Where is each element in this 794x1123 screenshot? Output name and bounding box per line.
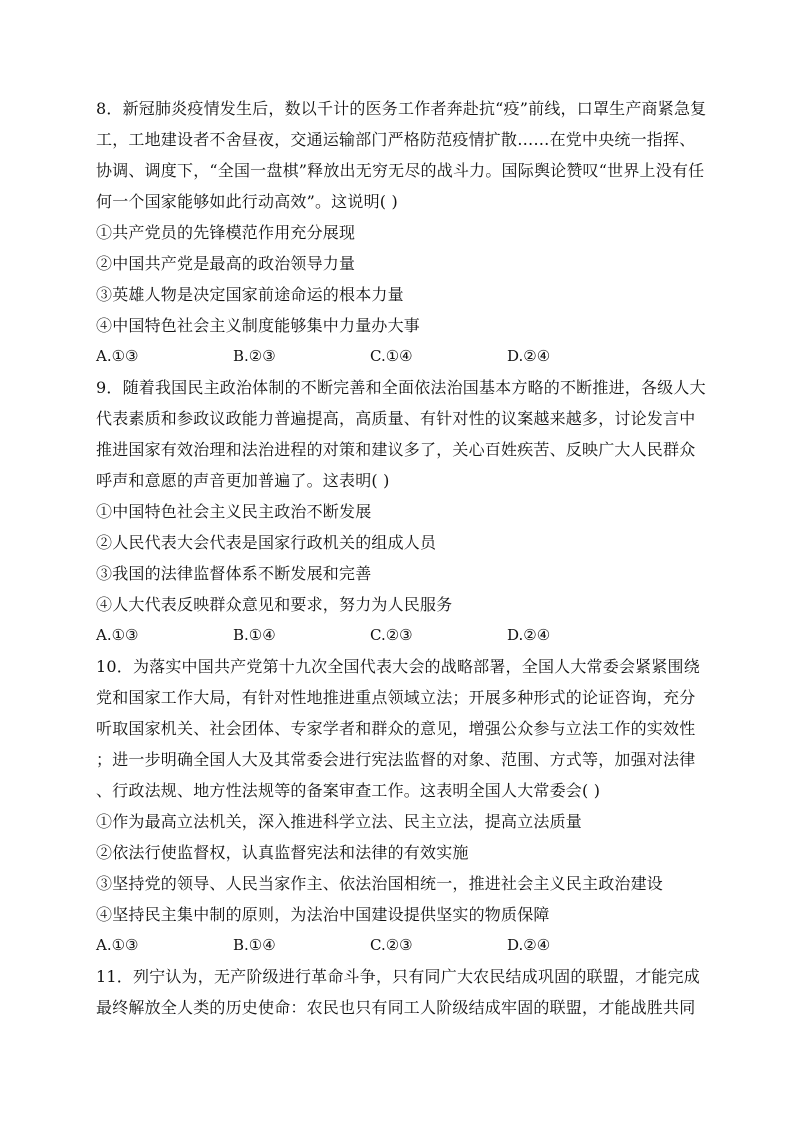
- question-10-choices: [96, 930, 704, 961]
- question-10-choice-d[interactable]: D.②④: [507, 936, 551, 954]
- question-8-choice-b[interactable]: B.②③: [233, 347, 276, 365]
- question-8-statement-1: ①共产党员的先锋模范作用充分展现: [96, 223, 356, 242]
- question-8-statement-2: ②中国共产党是最高的政治领导力量: [96, 254, 356, 273]
- question-10-stem-line-3: 听取国家机关、社会团体、专家学者和群众的意见，增强公众参与立法工作的实效性: [96, 719, 696, 738]
- question-10-statement-4: ④坚持民主集中制的原则，为法治中国建设提供坚实的物质保障: [96, 905, 550, 924]
- question-10-choice-b[interactable]: B.①④: [233, 936, 276, 954]
- question-8-stem-line-3: 协调、调度下，“全国一盘棋”释放出无穷无尽的战斗力。国际舆论赞叹“世界上没有任: [96, 161, 705, 180]
- question-9-statement-1: ①中国特色社会主义民主政治不断发展: [96, 502, 372, 521]
- question-9-choices: [96, 620, 704, 651]
- question-9-choice-a[interactable]: A.①③: [96, 626, 139, 644]
- question-10-stem-line-2: 党和国家工作大局，有针对性地推进重点领域立法；开展多种形式的论证咨询，充分: [96, 688, 696, 707]
- question-10-choice-c[interactable]: C.②③: [370, 936, 413, 954]
- question-9: [96, 372, 704, 651]
- question-8-choice-a[interactable]: A.①③: [96, 347, 139, 365]
- question-9-stem-line-4: 呼声和意愿的声音更加普遍了。这表明( ): [96, 471, 390, 490]
- question-10-statement-3: ③坚持党的领导、人民当家作主、依法治国相统一，推进社会主义民主政治建设: [96, 874, 664, 893]
- question-10: [96, 651, 704, 961]
- question-10-stem-line-1: 10．为落实中国共产党第十九次全国代表大会的战略部署，全国人大常委会紧紧围绕: [96, 657, 700, 676]
- question-9-statement-4: ④人大代表反映群众意见和要求，努力为人民服务: [96, 595, 453, 614]
- question-8-stem-line-2: 工，工地建设者不舍昼夜，交通运输部门严格防范疫情扩散……在党中央统一指挥、: [96, 130, 696, 149]
- question-8-statement-3: ③英雄人物是决定国家前途命运的根本力量: [96, 285, 404, 304]
- question-11-stem-line-2: 最终解放全人类的历史使命：农民也只有同工人阶级结成牢固的联盟，才能战胜共同: [96, 998, 696, 1017]
- question-10-statement-2: ②依法行使监督权，认真监督宪法和法律的有效实施: [96, 843, 469, 862]
- question-9-choice-b[interactable]: B.①④: [233, 626, 276, 644]
- question-9-stem-line-3: 推进国家有效治理和法治进程的对策和建议多了，关心百姓疾苦、反映广大人民群众: [96, 440, 696, 459]
- question-8: [96, 93, 707, 372]
- question-9-choice-d[interactable]: D.②④: [507, 626, 551, 644]
- question-9-stem-line-1: 9．随着我国民主政治体制的不断完善和全面依法治国基本方略的不断推进，各级人大: [96, 378, 706, 397]
- question-8-choice-c[interactable]: C.①④: [370, 347, 413, 365]
- question-10-stem-line-4: ；进一步明确全国人大及其常委会进行宪法监督的对象、范围、方式等，加强对法律: [96, 750, 696, 769]
- question-10-stem-line-5: 、行政法规、地方性法规等的备案审查工作。这表明全国人大常委会( ): [96, 781, 601, 800]
- question-10-statement-1: ①作为最高立法机关，深入推进科学立法、民主立法，提高立法质量: [96, 812, 583, 831]
- question-9-statement-3: ③我国的法律监督体系不断发展和完善: [96, 564, 372, 583]
- question-8-choices: [96, 341, 704, 372]
- question-10-choice-a[interactable]: A.①③: [96, 936, 139, 954]
- question-8-choice-d[interactable]: D.②④: [507, 347, 551, 365]
- question-9-stem-line-2: 代表素质和参政议政能力普遍提高，高质量、有针对性的议案越来越多，讨论发言中: [96, 409, 696, 428]
- question-8-stem-line-4: 何一个国家能够如此行动高效”。这说明( ): [96, 192, 398, 211]
- question-8-statement-4: ④中国特色社会主义制度能够集中力量办大事: [96, 316, 421, 335]
- question-11-stem-line-1: 11．列宁认为，无产阶级进行革命斗争，只有同广大农民结成巩固的联盟，才能完成: [96, 967, 700, 986]
- question-8-stem-line-1: 8．新冠肺炎疫情发生后，数以千计的医务工作者奔赴抗“疫”前线，口罩生产商紧急复: [96, 99, 707, 118]
- question-9-choice-c[interactable]: C.②③: [370, 626, 413, 644]
- question-9-statement-2: ②人民代表大会代表是国家行政机关的组成人员: [96, 533, 437, 552]
- question-11: [96, 961, 704, 1023]
